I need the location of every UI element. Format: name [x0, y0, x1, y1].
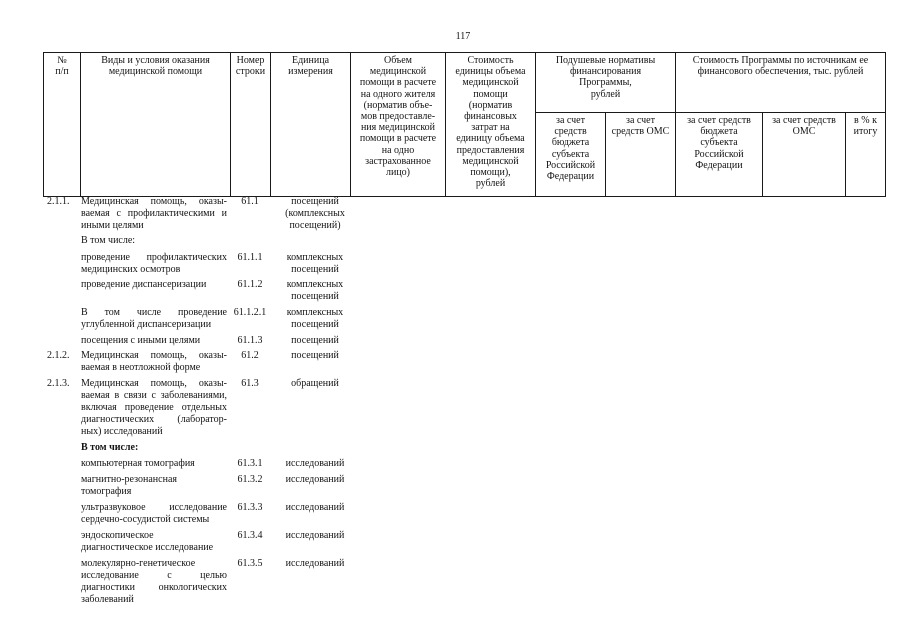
- text-line: ния медицинской: [360, 122, 436, 134]
- text-line: диагностических (лаборатор-: [81, 414, 227, 425]
- row-num: [43, 502, 80, 526]
- text-line: Федерации: [546, 171, 595, 183]
- row-num: 2.1.1.: [47, 196, 70, 207]
- text-line: исследование с целью: [81, 570, 227, 581]
- row-unit: [270, 474, 352, 498]
- table-row: [43, 335, 352, 347]
- header-unit: [271, 53, 351, 197]
- text-line: Федерации: [695, 159, 743, 171]
- text-line: за счет средств: [687, 115, 751, 126]
- row-name: [80, 335, 230, 347]
- row-name: [80, 474, 230, 498]
- text-line: Единица: [291, 55, 330, 66]
- row-num: [43, 530, 80, 554]
- row-num: [43, 474, 80, 498]
- row-num: [43, 458, 80, 470]
- row-line-number: 61.2: [241, 350, 259, 361]
- table-row: [43, 279, 352, 303]
- row-line-number: 61.1.3: [237, 335, 263, 346]
- text-line: ультразвуковое исследование: [81, 502, 227, 513]
- text-line: исследований: [285, 458, 345, 469]
- text-line: субъекта: [551, 148, 590, 160]
- row-line-number: 61.3.2: [237, 474, 263, 485]
- table-row: [43, 458, 352, 470]
- text-line: Объем: [384, 55, 412, 66]
- row-line-number: 61.3: [241, 378, 259, 389]
- text-line: помощи в расчете: [359, 133, 437, 145]
- row-unit: [270, 350, 352, 374]
- text-line: медицинской: [462, 77, 519, 89]
- text-line: Подушевые нормативы: [555, 55, 656, 66]
- text-line: субъекта: [700, 137, 738, 149]
- header-volume: [351, 53, 446, 197]
- text-line: единицы объема: [455, 66, 526, 78]
- row-line-number: 61.3.4: [237, 530, 263, 541]
- text-line: помощи),: [470, 167, 511, 179]
- header-program-oms: [763, 113, 846, 197]
- table-row: [43, 474, 352, 498]
- text-line: комплексных: [286, 307, 344, 318]
- row-name: [80, 196, 230, 232]
- text-line: В том числе:: [81, 442, 139, 453]
- table-row: [43, 530, 352, 554]
- text-line: Номер: [236, 55, 265, 66]
- text-line: Медицинская помощь, оказы-: [81, 196, 227, 207]
- text-line: строки: [235, 66, 266, 78]
- table-row: [43, 252, 352, 276]
- text-line: измерения: [288, 66, 333, 78]
- row-unit: [270, 558, 352, 606]
- row-num: 2.1.2.: [47, 350, 70, 361]
- text-line: Стоимость Программы по источникам ее: [692, 55, 869, 66]
- text-line: включая проведение отдельных: [81, 402, 227, 413]
- row-unit: [270, 335, 352, 347]
- row-name: [80, 442, 230, 454]
- table-row: [43, 235, 230, 247]
- text-line: №: [57, 55, 67, 66]
- text-line: итогу: [853, 126, 878, 138]
- text-line: посещений: [291, 335, 339, 346]
- table-row: [43, 307, 352, 331]
- row-unit: [270, 378, 352, 438]
- text-line: магнитно-резонансная: [81, 474, 177, 485]
- text-line: мов предоставле-: [360, 111, 436, 123]
- text-line: Медицинская помощь, оказы-: [81, 350, 227, 361]
- text-line: п/п: [55, 66, 69, 78]
- text-line: посещений): [289, 220, 341, 231]
- text-line: проведение профилактических: [81, 252, 227, 263]
- table-row: [43, 196, 352, 232]
- text-line: финансовых: [464, 111, 517, 123]
- text-line: бюджета: [551, 137, 590, 149]
- text-line: средств ОМС: [611, 126, 670, 138]
- row-line-number: 61.1.1: [237, 252, 263, 263]
- header-program-percent: [846, 113, 886, 197]
- header-program-budget: [676, 113, 763, 197]
- text-line: единицу объема: [456, 133, 525, 145]
- text-line: Виды и условия оказания: [101, 55, 210, 66]
- row-name: [80, 350, 230, 374]
- text-line: В том числе проведение: [81, 307, 227, 318]
- text-line: ваемая с профилактическими и: [81, 208, 227, 219]
- text-line: посещения с иными целями: [81, 335, 201, 346]
- row-name: [80, 502, 230, 526]
- row-unit: [270, 502, 352, 526]
- text-line: Российской: [694, 148, 744, 160]
- text-line: молекулярно-генетическое: [81, 558, 196, 569]
- text-line: финансового обеспечения, тыс. рублей: [697, 66, 864, 78]
- text-line: (норматив объе-: [363, 99, 433, 111]
- text-line: застрахованное: [365, 155, 431, 167]
- text-line: комплексных: [286, 279, 344, 290]
- text-line: посещений: [291, 196, 339, 207]
- text-line: помощи в расчете: [359, 77, 437, 89]
- text-line: В том числе:: [81, 235, 136, 246]
- header-kind: [81, 53, 231, 197]
- text-line: обращений: [291, 378, 339, 389]
- text-line: на одно: [381, 144, 415, 156]
- row-unit: [270, 307, 352, 331]
- text-line: посещений: [291, 319, 339, 330]
- text-line: сердечно-сосудистой системы: [81, 514, 210, 525]
- row-line-number: 61.1.2: [237, 279, 263, 290]
- text-line: за счет средств: [772, 115, 836, 126]
- text-line: Российской: [545, 159, 596, 171]
- text-line: эндоскопическое: [81, 530, 154, 541]
- text-line: проведение диспансеризации: [81, 279, 207, 290]
- text-line: томография: [81, 486, 132, 497]
- row-unit: [270, 458, 352, 470]
- text-line: рублей: [590, 88, 621, 100]
- text-line: за счет: [556, 115, 585, 126]
- row-num: [43, 252, 80, 276]
- row-num: [43, 442, 80, 454]
- row-name: [80, 530, 230, 554]
- text-line: Стоимость: [467, 55, 514, 66]
- text-line: Программы,: [579, 77, 632, 89]
- text-line: компьютерная томография: [81, 458, 195, 469]
- text-line: посещений: [291, 291, 339, 302]
- row-num: [43, 235, 80, 247]
- text-line: комплексных: [286, 252, 344, 263]
- text-line: медицинских осмотров: [81, 264, 181, 275]
- row-name: [80, 558, 230, 606]
- text-line: (норматив: [468, 99, 513, 111]
- text-line: лицо): [385, 167, 411, 179]
- table-row: [43, 350, 352, 374]
- header-per-capita-oms: [606, 113, 676, 197]
- table-row: [43, 442, 230, 454]
- row-num: [43, 279, 80, 303]
- text-line: средств: [554, 126, 587, 138]
- text-line: исследований: [285, 502, 345, 513]
- text-line: помощи: [473, 88, 508, 100]
- text-line: бюджета: [700, 126, 738, 138]
- row-line-number: 61.3.5: [237, 558, 263, 569]
- header-per-capita-budget: [536, 113, 606, 197]
- row-name: [80, 235, 230, 247]
- row-num: [43, 335, 80, 347]
- table-row: [43, 558, 352, 606]
- text-line: медицинской помощи: [108, 66, 203, 78]
- text-line: диагностики онкологических: [81, 582, 227, 593]
- text-line: медицинской: [462, 155, 519, 167]
- row-unit: [270, 279, 352, 303]
- row-name: [80, 252, 230, 276]
- text-line: исследований: [285, 530, 345, 541]
- text-line: затрат на: [471, 122, 510, 134]
- text-line: иными целями: [81, 220, 144, 231]
- row-num: [43, 558, 80, 606]
- row-unit: [270, 530, 352, 554]
- header-program-cost: [676, 53, 886, 113]
- text-line: медицинской: [369, 66, 427, 78]
- table-row: [43, 378, 352, 438]
- text-line: ваемая в связи с заболеваниями,: [81, 390, 227, 401]
- text-line: углубленной диспансеризации: [81, 319, 212, 330]
- text-line: в % к: [854, 115, 877, 126]
- text-line: рублей: [475, 178, 506, 190]
- page-number: 117: [455, 31, 471, 42]
- text-line: ных) исследований: [81, 426, 163, 437]
- text-line: ОМС: [792, 126, 816, 138]
- text-line: предоставления: [456, 144, 525, 156]
- text-line: ваемая в неотложной форме: [81, 362, 201, 373]
- text-line: за счет: [626, 115, 655, 126]
- text-line: посещений: [291, 264, 339, 275]
- text-line: посещений: [291, 350, 339, 361]
- row-name: [80, 458, 230, 470]
- row-line-number: 61.1: [241, 196, 259, 207]
- table-header: [43, 52, 886, 197]
- row-line-number: 61.3.3: [237, 502, 263, 513]
- row-num: 2.1.3.: [47, 378, 70, 389]
- row-name: [80, 279, 230, 303]
- row-name: [80, 307, 230, 331]
- header-row-number: [231, 53, 271, 197]
- header-cost: [446, 53, 536, 197]
- text-line: исследований: [285, 558, 345, 569]
- text-line: заболеваний: [81, 594, 134, 605]
- row-num: [43, 307, 80, 331]
- text-line: финансирования: [569, 66, 642, 78]
- row-unit: [270, 252, 352, 276]
- header-per-capita: [536, 53, 676, 113]
- text-line: исследований: [285, 474, 345, 485]
- row-line-number: 61.3.1: [237, 458, 263, 469]
- text-line: на одного жителя: [360, 88, 436, 100]
- text-line: диагностическое исследование: [81, 542, 214, 553]
- header-num: [44, 53, 81, 197]
- text-line: Медицинская помощь, оказы-: [81, 378, 227, 389]
- text-line: (комплексных: [285, 208, 345, 219]
- table-row: [43, 502, 352, 526]
- row-line-number: 61.1.2.1: [233, 307, 267, 318]
- row-name: [80, 378, 230, 438]
- row-unit: [270, 196, 352, 232]
